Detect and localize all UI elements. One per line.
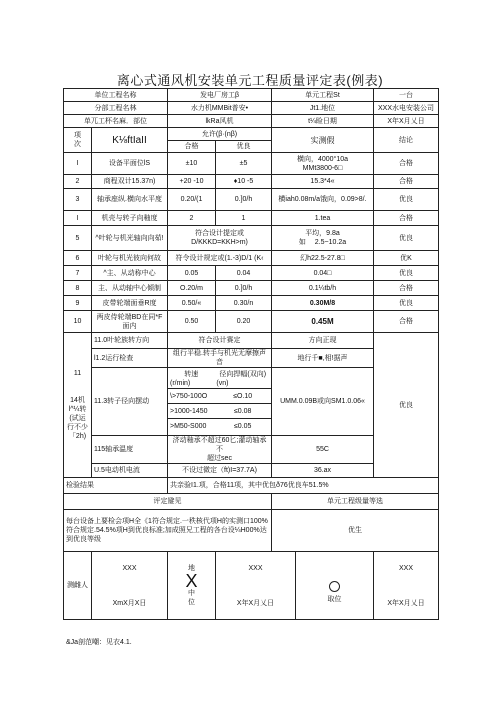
trial-label-line: 11 bbox=[73, 370, 82, 377]
row-spec: 符合设计提定或D/KKKD=KKH>m) bbox=[168, 226, 272, 251]
row-no: 3 bbox=[64, 189, 92, 211]
row-measured: 0.45M bbox=[272, 311, 374, 333]
row-measured: 横iah0.08m/a饿向，0.09>8/. bbox=[272, 189, 374, 211]
unit-stamp-top: 地 bbox=[188, 565, 195, 572]
footnote: &Ja剖范嘲：见衣4.1. bbox=[66, 639, 132, 646]
row-pass: O.20/m bbox=[168, 281, 216, 296]
row-pass: 2 bbox=[168, 211, 216, 226]
row-result: 合格 bbox=[374, 153, 439, 175]
row-result: 合格 bbox=[374, 175, 439, 189]
row-no: 9 bbox=[64, 296, 92, 311]
table-row bbox=[64, 251, 439, 266]
trial-spec: 济动釉承不超过60匕;灌动轴承不 超过sec bbox=[168, 436, 272, 464]
unit-stamp-cell bbox=[168, 552, 216, 620]
row-name: 叶轮与机光彼向何故 bbox=[92, 251, 168, 266]
row-result: 合格 bbox=[374, 311, 439, 333]
row-good: 0.20 bbox=[216, 311, 272, 333]
summary-row bbox=[64, 478, 439, 494]
row-good: ♦10 -5 bbox=[216, 175, 272, 189]
row-name: 两皮侍轮端BD在同*F面内 bbox=[92, 311, 168, 333]
speed-range: \>750-100O bbox=[170, 392, 208, 400]
evaluation-opinion-label: 评定避见 bbox=[64, 494, 272, 510]
page-title: 离心式通风机安装单元工程质量评定表(例表) bbox=[116, 73, 384, 88]
trial-spec: 组行平稳.转手与机光无摩擦声音 bbox=[168, 349, 272, 368]
row-spec: 符令设计规定或(1.-3)D/1 (K‹ bbox=[168, 251, 272, 266]
row-no: 7 bbox=[64, 266, 92, 281]
row-result: 合格 bbox=[374, 281, 439, 296]
row-good: 0.30/n bbox=[216, 296, 272, 311]
unit-stamp-char: 位 bbox=[188, 599, 195, 606]
row-no: I bbox=[64, 211, 92, 226]
row-good: 1 bbox=[216, 211, 272, 226]
column-header-row bbox=[64, 128, 439, 141]
col-pass: 合格 bbox=[168, 141, 216, 153]
runout-subtable-cell bbox=[168, 368, 272, 436]
row-result: 优良 bbox=[374, 296, 439, 311]
construction-unit-label: Jt1.地位 bbox=[272, 102, 374, 115]
header-row bbox=[64, 89, 439, 102]
builder-date: X年X月乂日 bbox=[236, 599, 275, 607]
unit-element-value: lkRa风机 bbox=[168, 115, 272, 128]
signature-label: 测雌人 bbox=[64, 552, 92, 620]
row-name: 轴承座纵.横向水平度 bbox=[92, 189, 168, 211]
col-allow: 允许(β·(nβ) bbox=[168, 128, 272, 141]
trial-label-line: 「2h) bbox=[68, 433, 87, 440]
row-no: I bbox=[64, 153, 92, 175]
unit-count-label: 单元工程St bbox=[272, 89, 374, 102]
supervisor-stamp-cell bbox=[296, 552, 374, 620]
row-name: ^主、从动称中心 bbox=[92, 266, 168, 281]
trial-name: l1.2运行检查 bbox=[92, 349, 168, 368]
col-item: 项 次 bbox=[64, 128, 92, 153]
tester-date: XmX月X日 bbox=[112, 599, 147, 607]
unit-count-value: 一台 bbox=[374, 89, 439, 102]
table-row bbox=[64, 296, 439, 311]
runout-subtable bbox=[168, 370, 271, 434]
row-pass: 0.20/(1 bbox=[168, 189, 216, 211]
header-row bbox=[64, 115, 439, 128]
col-name: K⅛ftIaII bbox=[92, 128, 168, 153]
unit-element-label: 单兀工杯名麻．部位 bbox=[64, 115, 168, 128]
trial-row bbox=[64, 333, 439, 349]
trial-label-line: 行不少 bbox=[67, 424, 88, 431]
trial-label bbox=[64, 333, 92, 478]
trial-name: 11.3转子径向摆动 bbox=[92, 368, 168, 436]
unit-project-label: 单位工程名称 bbox=[64, 89, 168, 102]
amplitude-limit: ≤0.05 bbox=[233, 422, 252, 430]
table-row bbox=[64, 281, 439, 296]
header-row bbox=[64, 102, 439, 115]
speed-header: 转速 (r/min) bbox=[170, 370, 199, 387]
unit-stamp-char: 中 bbox=[188, 590, 195, 597]
supervisor-cell bbox=[374, 552, 439, 620]
row-result: 优良 bbox=[374, 226, 439, 251]
construction-unit-value: XXX水电安装公司 bbox=[374, 102, 439, 115]
inspection-date-value: X年X月乂日 bbox=[374, 115, 439, 128]
row-no: 5 bbox=[64, 226, 92, 251]
row-measured: 平均，9.8a 如 2.5~10.2a bbox=[272, 226, 374, 251]
row-name: 皮带轮端面垂R度 bbox=[92, 296, 168, 311]
row-pass: 0.50 bbox=[168, 311, 216, 333]
trial-label-line: (试运 bbox=[69, 415, 86, 422]
trial-name: 115轴承温度 bbox=[92, 436, 168, 464]
row-pass: +20 -10 bbox=[168, 175, 216, 189]
row-pass: ±10 bbox=[168, 153, 216, 175]
row-result: 合格 bbox=[374, 211, 439, 226]
trial-measured: UMM.0.09B或向SM1.0.06« bbox=[272, 368, 374, 436]
col-conclusion: 结论 bbox=[374, 128, 439, 153]
trial-measured: 55C bbox=[272, 436, 374, 464]
inspection-date-label: t¼睑日期 bbox=[272, 115, 374, 128]
table-row bbox=[64, 211, 439, 226]
supervisor-name: XXX bbox=[398, 564, 413, 572]
builder-name: XXX bbox=[248, 564, 263, 572]
row-no: 6 bbox=[64, 251, 92, 266]
trial-spec: 不设过微定（ft)I=37.7A) bbox=[168, 464, 272, 478]
summary-label: 检验结果 bbox=[64, 478, 168, 494]
table-row bbox=[64, 189, 439, 211]
trial-measured: 地行千■,相!据声 bbox=[272, 349, 374, 368]
summary-text: 共亲验I1.项，合格11项，其中优包ð76优良车51.5% bbox=[168, 478, 439, 494]
trial-measured: 36.ax bbox=[272, 464, 374, 478]
row-name: 设备平面位lS bbox=[92, 153, 168, 175]
row-good: 0.]0/h bbox=[216, 281, 272, 296]
row-good: 0.]0/h bbox=[216, 189, 272, 211]
speed-range: >M50-S000 bbox=[170, 422, 207, 430]
row-no: 8 bbox=[64, 281, 92, 296]
trial-name: 11.0叶轮族转方向 bbox=[92, 333, 168, 349]
table-row bbox=[64, 311, 439, 333]
table-row bbox=[64, 226, 439, 251]
row-result: 优K bbox=[374, 251, 439, 266]
division-project-value: 水力机MMBit普安• bbox=[168, 102, 272, 115]
trial-label-line: l^¼转 bbox=[68, 406, 87, 413]
tester-cell bbox=[92, 552, 168, 620]
amplitude-header: 径向捍幅(双向) (vn) bbox=[216, 370, 267, 387]
table-row bbox=[64, 266, 439, 281]
row-measured: 横向，4000°10a MMt3800-6□ bbox=[272, 153, 374, 175]
row-name: 商程双计15.37n) bbox=[92, 175, 168, 189]
trial-spec: 符合设计赛定 bbox=[168, 333, 272, 349]
row-measured: 1.tea bbox=[272, 211, 374, 226]
supervisor-date: X年X月乂日 bbox=[387, 599, 425, 607]
speed-range: >1000-1450 bbox=[170, 407, 208, 415]
row-measured: 15.3*4« bbox=[272, 175, 374, 189]
row-good: ±5 bbox=[216, 153, 272, 175]
evaluation-grade-label: 单元工程级量等选 bbox=[272, 494, 439, 510]
evaluation-row bbox=[64, 510, 439, 552]
amplitude-limit: ≤0.08 bbox=[233, 407, 252, 415]
row-measured: 幻h22.5-27.8□ bbox=[272, 251, 374, 266]
quality-form bbox=[63, 88, 439, 620]
row-measured: 0.1¼tb/h bbox=[272, 281, 374, 296]
row-name: ^叶轮与机光轴向向茹! bbox=[92, 226, 168, 251]
row-pass: 0.50/« bbox=[168, 296, 216, 311]
evaluation-text: 每台设备上要检会项H全《1符合规定.一秩核代项H的实测口100%符合规定.54.5%项H到优良标准;加成照兄工程的各台设¼H00%达到优良等级 bbox=[64, 510, 272, 552]
builder-cell bbox=[216, 552, 296, 620]
unit-stamp-mark: X bbox=[185, 571, 198, 591]
row-measured: 0.30M/8 bbox=[272, 296, 374, 311]
col-measured: 实测假 bbox=[272, 128, 374, 153]
row-no: 10 bbox=[64, 311, 92, 333]
circle-icon bbox=[329, 581, 340, 592]
row-no: 2 bbox=[64, 175, 92, 189]
row-measured: 0.04□ bbox=[272, 266, 374, 281]
supervisor-stamp-label: 取位 bbox=[327, 596, 342, 603]
tester-name: XXX bbox=[122, 564, 137, 572]
col-good: 优良 bbox=[216, 141, 272, 153]
trial-label-line: 14机 bbox=[70, 397, 85, 404]
trial-result: 优良 bbox=[374, 333, 439, 478]
row-result: 优良 bbox=[374, 189, 439, 211]
trial-name: U.5电动机电流 bbox=[92, 464, 168, 478]
table-row bbox=[64, 153, 439, 175]
division-project-label: 分部工程名林 bbox=[64, 102, 168, 115]
amplitude-limit: ≤O.10 bbox=[233, 392, 253, 400]
unit-project-value: 发电厂房工β bbox=[168, 89, 272, 102]
row-name: 机壳与转子向釉度 bbox=[92, 211, 168, 226]
signature-row bbox=[64, 552, 439, 620]
evaluation-header-row bbox=[64, 494, 439, 510]
evaluation-grade: 优生 bbox=[272, 510, 439, 552]
row-good: 0.04 bbox=[216, 266, 272, 281]
row-pass: 0.05 bbox=[168, 266, 216, 281]
trial-measured: 方向正现 bbox=[272, 333, 374, 349]
row-name: 主、从动轴中心倾制 bbox=[92, 281, 168, 296]
row-result: 优良 bbox=[374, 266, 439, 281]
table-row bbox=[64, 175, 439, 189]
